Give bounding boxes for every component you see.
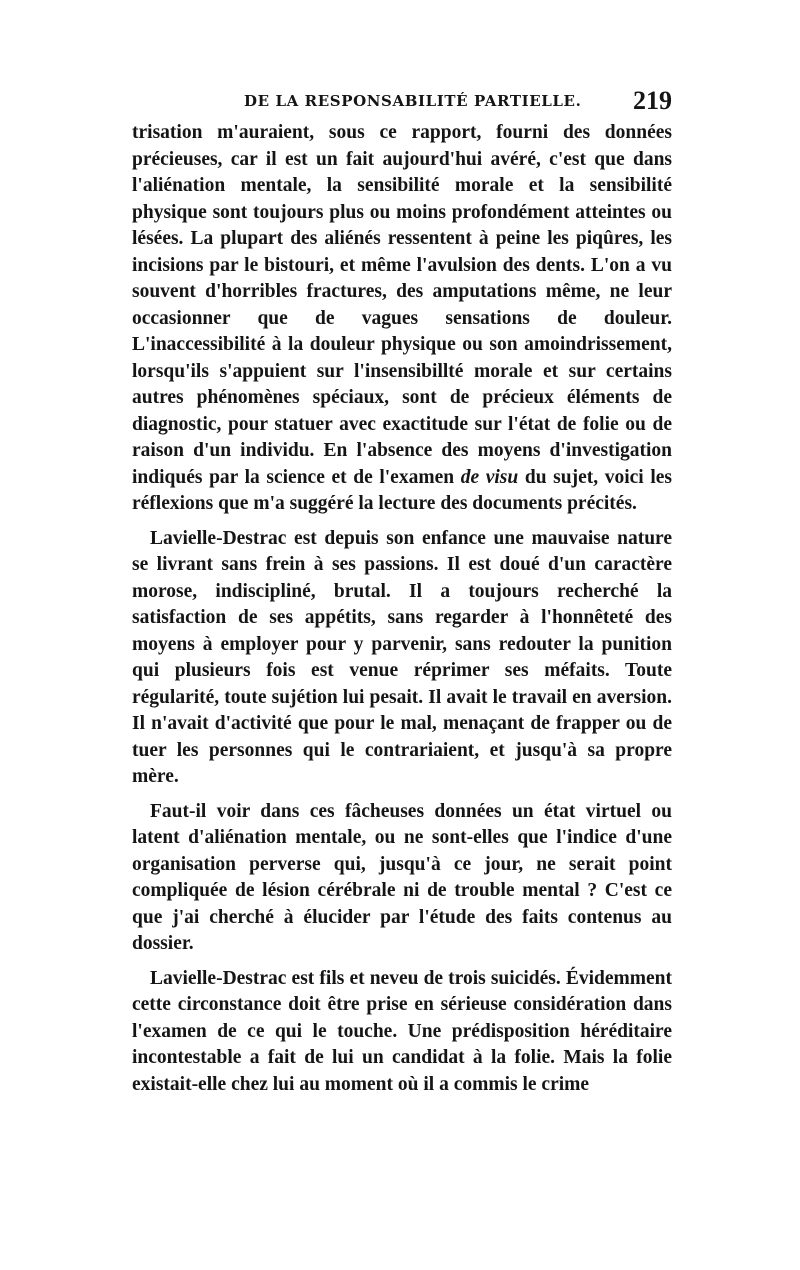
paragraph-1-text: trisation m'auraient, sous ce rapport, fourni des données précieuses, car il est un fait aujourd'hui avéré, c'est que dans l'aliénation mentale, la sensibilité morale et la sensibilité physique sont toujours plus ou moins profondément atteintes ou lésées. La plupart des aliénés ressentent à peine les piqûres, les incisions par le bistouri, et même l'avulsion des dents. L'on a vu souvent d'horribles fractures, des amputations même, ne leur occasionner que de vagues sensations de douleur. L'inaccessibilité à la douleur physique ou son amoindrissement, lorsqu'ils s'appuient sur l'insensibillté morale et sur certains autres phénomènes spéciaux, sont de précieux éléments de diagnostic, pour statuer avec exactitude sur l'état de folie ou de raison d'un individu. En l'absence des moyens d'investigation indiqués par la science et de l'examen (132, 122, 672, 488)
book-page (132, 0, 672, 1270)
paragraph-3: Faut-il voir dans ces fâcheuses données un état virtuel ou latent d'aliénation mentale, ou ne sont-elles que l'indice d'une organisation perverse qui, jusqu'à ce jour, ne serait point compliquée de lésion cérébrale ni de trouble mental ? C'est ce que j'ai cherché à élucider par l'étude des faits contenus au dossier. (132, 800, 672, 954)
running-head (132, 86, 672, 116)
paragraph-1-italic: de visu (460, 466, 519, 488)
page-number: 219 (633, 86, 672, 115)
paragraph-2: Lavielle-Destrac est depuis son enfance une mauvaise nature se livrant sans frein à ses passions. Il est doué d'un caractère morose, indiscipliné, brutal. Il a toujours recherché la satisfaction de ses appétits, sans regarder à l'honnêteté des moyens à employer pour y parvenir, sans redouter la punition qui plusieurs fois est venue réprimer ses méfaits. Toute régularité, toute sujétion lui pesait. Il avait le travail en aversion. Il n'avait d'activité que pour le mal, menaçant de frapper ou de tuer les personnes qui le contrariaient, et jusqu'à sa propre mère. (132, 527, 672, 787)
paragraph-4: Lavielle-Destrac est fils et neveu de trois suicidés. Évidemment cette circonstance doit être prise en sérieuse considération dans l'examen de ce qui le touche. Une prédisposition héréditaire incontestable a fait de lui un candidat à la folie. Mais la folie existait-elle chez lui au moment où il a commis le crime (132, 967, 672, 1095)
paragraph-1-text-after: du sujet, voici les réflexions que m'a suggéré la lecture des documents précités. (132, 466, 672, 514)
body-text (132, 120, 672, 1098)
paragraph-1 (132, 120, 672, 518)
running-head-title: DE LA RESPONSABILITÉ PARTIELLE. (244, 92, 582, 110)
